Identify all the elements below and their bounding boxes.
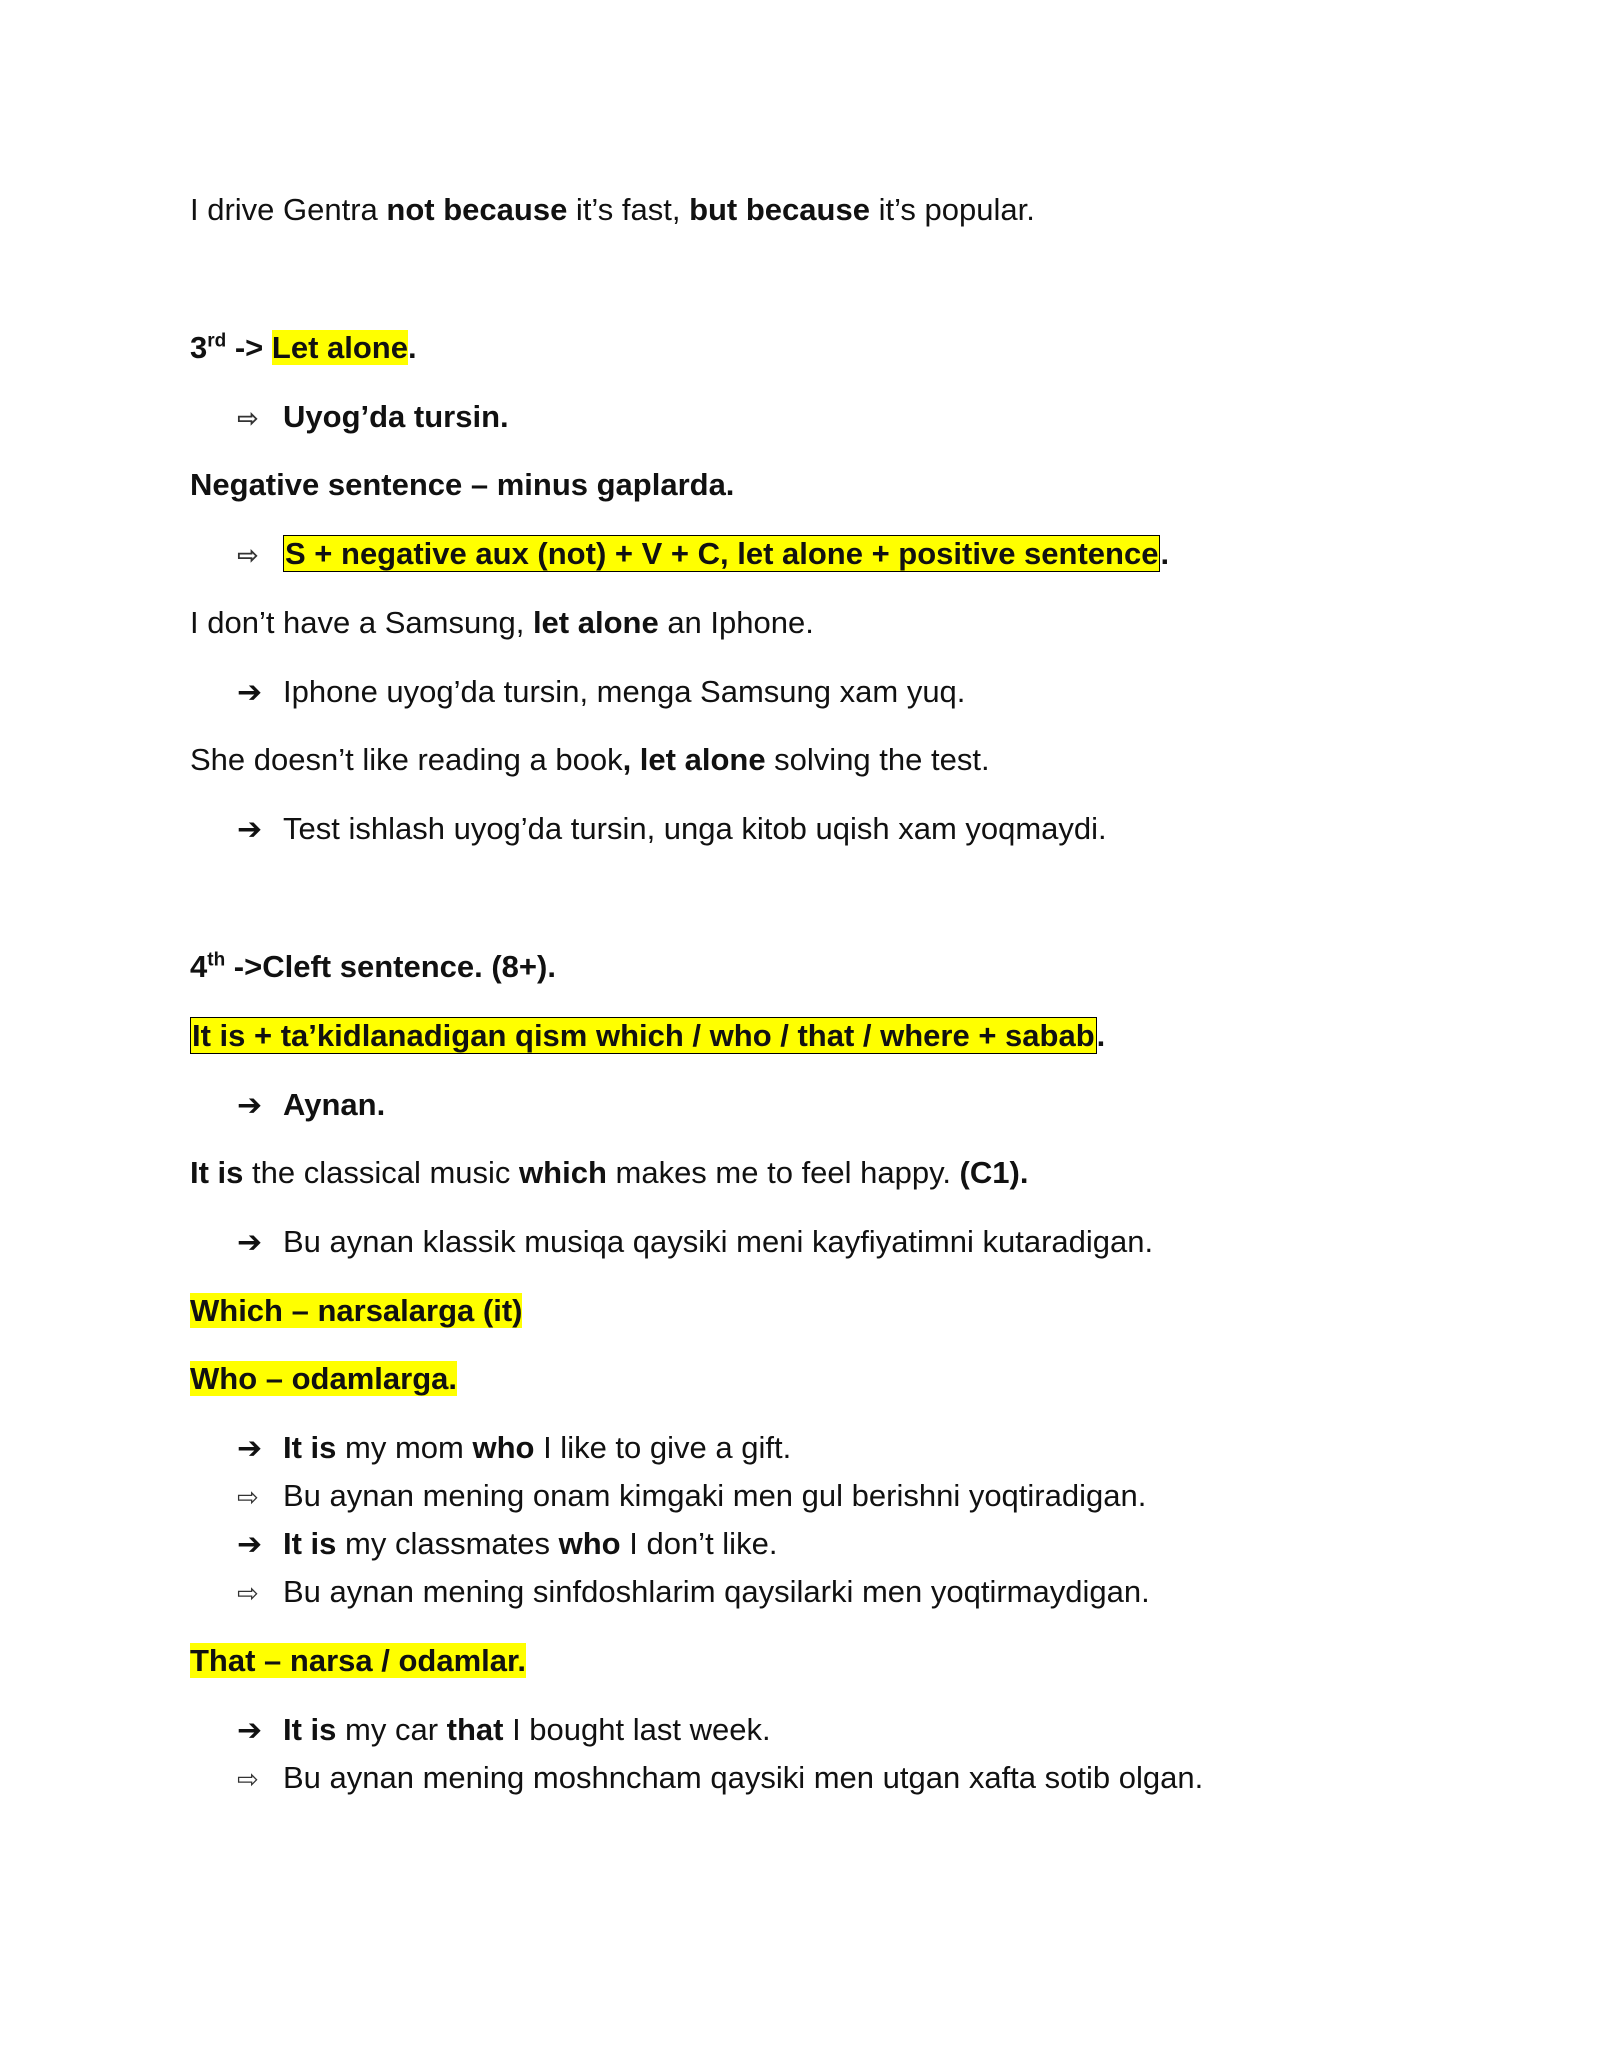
example-book-translation — [237, 809, 1107, 850]
example-mom — [237, 1428, 791, 1469]
text: Bu aynan klassik musiqa qaysiki meni kayfiyatimni kutaradigan. — [283, 1224, 1154, 1259]
section-heading-4th — [190, 947, 556, 987]
highlighted-text: That – narsa / odamlar. — [190, 1643, 526, 1678]
ordinal-suffix: rd — [207, 330, 227, 352]
bold-arrow-icon: ➔ — [237, 813, 263, 846]
heading-text: ->Cleft sentence. (8+). — [225, 949, 556, 984]
that-rule — [190, 1641, 526, 1681]
highlighted-formula: It is + ta’kidlanadigan qism which / who / that / where + sabab — [192, 1018, 1095, 1053]
emphasis: It is — [283, 1526, 337, 1561]
bold-arrow-icon: ➔ — [237, 1528, 263, 1561]
example-book — [190, 740, 990, 780]
text: I don’t have a Samsung, — [190, 605, 533, 640]
outline-arrow-icon: ⇨ — [237, 1764, 259, 1794]
example-mom-translation — [237, 1476, 1146, 1517]
example-music — [190, 1153, 1028, 1193]
emphasis: who — [472, 1430, 535, 1465]
who-rule — [190, 1359, 457, 1399]
section-heading-3rd — [190, 328, 417, 368]
highlighted-text: Which – narsalarga (it) — [190, 1293, 523, 1328]
highlighted-formula: S + negative aux (not) + V + C, let alone + positive sentence — [285, 536, 1159, 571]
example-samsung — [190, 603, 814, 643]
bold-arrow-icon: ➔ — [237, 1089, 263, 1122]
text: Bu aynan mening moshncham qaysiki men utgan xafta sotib olgan. — [283, 1760, 1204, 1795]
text: my mom — [336, 1430, 473, 1465]
text: makes me to feel happy. — [606, 1155, 960, 1190]
highlighted-text: Who – odamlarga. — [190, 1361, 457, 1396]
highlighted-term: Let alone — [271, 330, 408, 365]
example-car — [237, 1710, 771, 1751]
text: Bu aynan mening onam kimgaki men gul berishni yoqtiradigan. — [283, 1478, 1147, 1513]
period: . — [1160, 536, 1170, 571]
text: Aynan. — [283, 1087, 386, 1122]
bold-arrow-icon: ➔ — [237, 1226, 263, 1259]
section-number: 3 — [190, 330, 208, 365]
text: Iphone uyog’da tursin, menga Samsung xam yuq. — [283, 674, 966, 709]
text: I don’t like. — [620, 1526, 778, 1561]
text: I like to give a gift. — [534, 1430, 792, 1465]
text: I bought last week. — [503, 1712, 771, 1747]
text: the classical music — [243, 1155, 520, 1190]
text: She doesn’t like reading a book — [190, 742, 623, 777]
text: I drive Gentra — [190, 192, 387, 227]
level-tag: (C1). — [959, 1155, 1029, 1190]
cleft-formula — [190, 1016, 1105, 1056]
emphasis: It is — [283, 1430, 337, 1465]
example-car-translation — [237, 1758, 1203, 1799]
example-classmates — [237, 1524, 777, 1565]
let-alone-formula — [237, 534, 1169, 575]
emphasis: which — [519, 1155, 607, 1190]
emphasis: not because — [386, 192, 568, 227]
cleft-meaning — [237, 1085, 385, 1126]
emphasis: It is — [190, 1155, 244, 1190]
text: an Iphone. — [658, 605, 814, 640]
text: my classmates — [336, 1526, 559, 1561]
gentra-sentence — [190, 190, 1035, 230]
section-number: 4 — [190, 949, 208, 984]
outline-arrow-icon: ⇨ — [237, 1578, 259, 1608]
example-classmates-translation — [237, 1572, 1150, 1613]
emphasis: It is — [283, 1712, 337, 1747]
emphasis: , let alone — [622, 742, 766, 777]
emphasis: who — [558, 1526, 621, 1561]
text: Bu aynan mening sinfdoshlarim qaysilarki men yoqtirmaydigan. — [283, 1574, 1150, 1609]
arrow-text: -> — [226, 330, 272, 365]
bold-arrow-icon: ➔ — [237, 1714, 263, 1747]
emphasis: but because — [689, 192, 870, 227]
text: it’s popular. — [869, 192, 1035, 227]
emphasis: let alone — [532, 605, 659, 640]
which-rule — [190, 1291, 522, 1331]
outline-arrow-icon: ⇨ — [237, 540, 259, 570]
example-samsung-translation — [237, 672, 965, 713]
period: . — [408, 330, 417, 365]
negative-sentence-note — [190, 465, 734, 505]
text: it’s fast, — [567, 192, 690, 227]
text: Test ishlash uyog’da tursin, unga kitob uqish xam yoqmaydi. — [283, 811, 1107, 846]
period: . — [1096, 1018, 1106, 1053]
outline-arrow-icon: ⇨ — [237, 403, 259, 433]
emphasis: that — [446, 1712, 504, 1747]
text: Negative sentence – minus gaplarda. — [190, 467, 735, 502]
ordinal-suffix: th — [207, 949, 226, 971]
let-alone-translation — [237, 397, 509, 438]
bold-arrow-icon: ➔ — [237, 1432, 263, 1465]
text: solving the test. — [765, 742, 990, 777]
example-music-translation — [237, 1222, 1153, 1263]
bold-arrow-icon: ➔ — [237, 676, 263, 709]
text: Uyog’da tursin. — [283, 399, 509, 434]
text: my car — [336, 1712, 447, 1747]
outline-arrow-icon: ⇨ — [237, 1482, 259, 1512]
